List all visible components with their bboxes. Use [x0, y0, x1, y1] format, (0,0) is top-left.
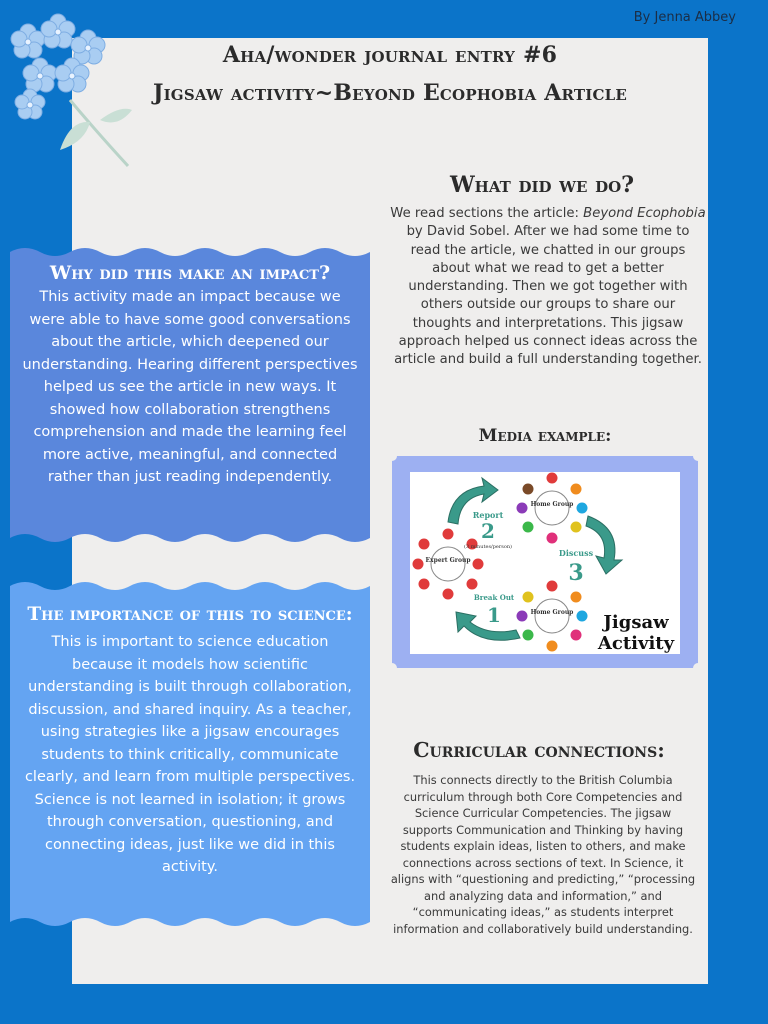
report-sublabel: (3 minutes/person) [463, 544, 513, 550]
media-heading: Media example: [478, 426, 612, 446]
breakout-number: 1 [487, 603, 501, 627]
page-subtitle: Jigsaw activity~Beyond Ecophobia Article [152, 80, 627, 106]
breakout-label: Break Out [473, 593, 515, 602]
report-label: Report [472, 510, 504, 520]
discuss-number: 3 [568, 560, 584, 586]
jigsaw-diagram [392, 456, 698, 668]
impact-heading: Why did this make an impact? [49, 262, 331, 284]
expert-group-label: Expert Group [425, 557, 471, 564]
what-text-pre: We read sections the article: [390, 206, 584, 221]
impact-text: This activity made an impact because we were able to have some good conversations about the article, which deepened our understanding. Hearing different perspectives helped us see the article in new ways. It showed how collaboration strengthens comprehension and made the learning feel more active, meaningful, and connected rather than just reading independently. [22, 289, 358, 485]
page-title: Aha/wonder journal entry #6 [222, 42, 558, 68]
what-text-italic: Beyond Ecophobia [583, 206, 706, 221]
impact-box [10, 244, 370, 546]
jigsaw-title-line2: Activity [597, 633, 675, 654]
importance-box [10, 578, 370, 930]
home-group-top-label: Home Group [530, 501, 574, 508]
what-heading: What did we do? [449, 172, 635, 198]
importance-heading: The importance of this to science: [27, 604, 353, 625]
expert-group [413, 529, 484, 600]
author-byline: By Jenna Abbey [633, 10, 736, 25]
discuss-label: Discuss [558, 548, 594, 558]
jigsaw-title-line1: Jigsaw [603, 612, 669, 633]
importance-text: This is important to science education because it models how scientific understanding is built through collaboration, discussion, and shared inquiry. As a teacher, using strategies like a jigsaw encourages students to think critically, communicate clearly, and learn from multiple perspectives. Science is not learned in isolation; it grows through conversation, questioning, and connecting ideas, just like we did in this activity. [24, 634, 356, 875]
what-text [390, 205, 706, 370]
home-group-bottom-label: Home Group [530, 609, 574, 616]
what-text-post: by David Sobel. After we had some time to read the article, we chatted in our groups about what we read to get a better understanding. Then we got together with others outside our groups to share our thoughts and interpretations. This jigsaw approach helped us connect ideas across the article and build a full understanding together. [394, 224, 702, 368]
curricular-heading: Curricular connections: [413, 738, 665, 762]
report-number: 2 [481, 519, 495, 543]
curricular-text: This connects directly to the British Columbia curriculum through both Core Competencies and Science Curricular Competencies. The jigsaw supports Communication and Thinking by having students explain ideas, listen to others, and make connections across sections of text. In Science, it aligns with “questioning and predicting,” “processing and analyzing data and information,” and “communicating ideas,” as students interpret information and collaboratively build understanding. [390, 773, 696, 936]
